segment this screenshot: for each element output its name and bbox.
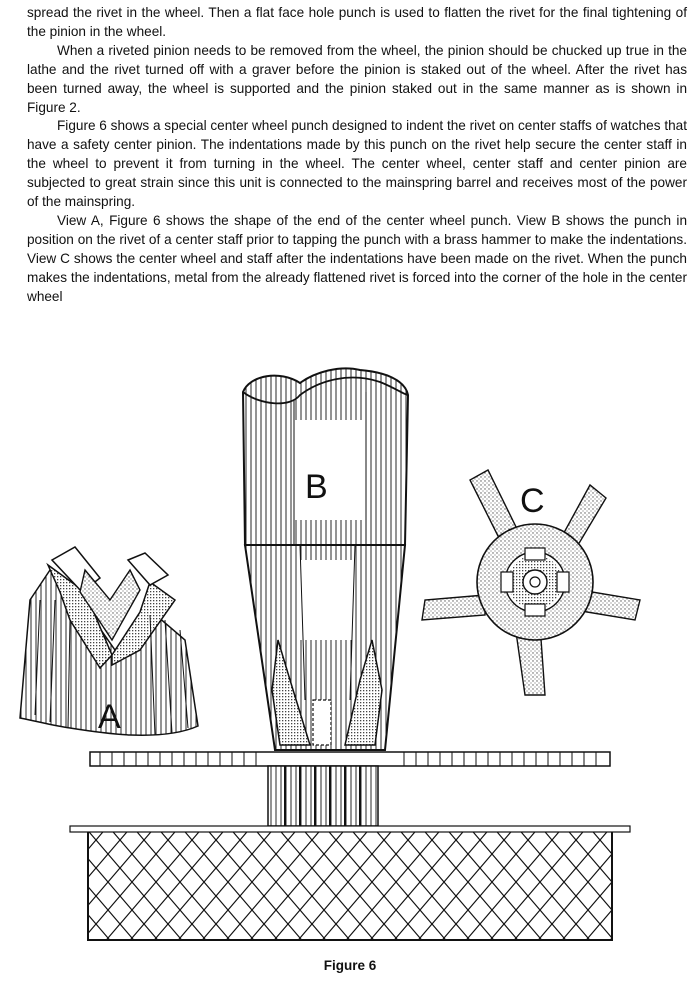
view-a-label: A	[98, 698, 121, 736]
figure-caption: Figure 6	[323, 958, 377, 973]
view-c-indented-wheel	[422, 470, 640, 695]
paragraph-4: View A, Figure 6 shows the shape of the end of the center wheel punch. View B shows the punch in position on the rivet of a center staff prior to tapping the punch with a brass hammer to make the indentations. View C shows the center wheel and staff after the indentations have been made on the rivet. When the punch makes the indentations, metal from the already flattened rivet is forced into the corner of the hole in the center wheel	[27, 212, 687, 304]
center-staff	[268, 766, 378, 826]
view-b-label: B	[305, 468, 328, 506]
paragraph-1: spread the rivet in the wheel. Then a flat face hole punch is used to flatten the rivet for the final tightening of the pinion in the wheel.	[27, 5, 687, 39]
view-b-punch	[243, 368, 408, 750]
view-a-punch-tip	[20, 547, 198, 736]
view-c-label: C	[520, 482, 545, 520]
figure-6-illustration	[0, 355, 700, 955]
paragraph-3: Figure 6 shows a special center wheel punch designed to indent the rivet on center staffs of watches that have a safety center pinion. The indentations made by this punch on the rivet help secure the center staff in the wheel to prevent it from turning in the wheel. The center wheel, center staff and center pinion are subjected to great strain since this unit is connected to the mainspring barrel and receives most of the power of the mainspring.	[27, 118, 687, 210]
paragraph-2: When a riveted pinion needs to be removed from the wheel, the pinion should be chucked up true in the lathe and the rivet turned off with a graver before the pinion is staked out of the wheel. After the rivet has been turned away, the wheel is supported and the pinion staked out in the same manner as is shown in Figure 2.	[27, 42, 687, 115]
staking-block	[70, 826, 630, 940]
body-text	[27, 4, 687, 307]
center-wheel-rim	[90, 752, 610, 766]
